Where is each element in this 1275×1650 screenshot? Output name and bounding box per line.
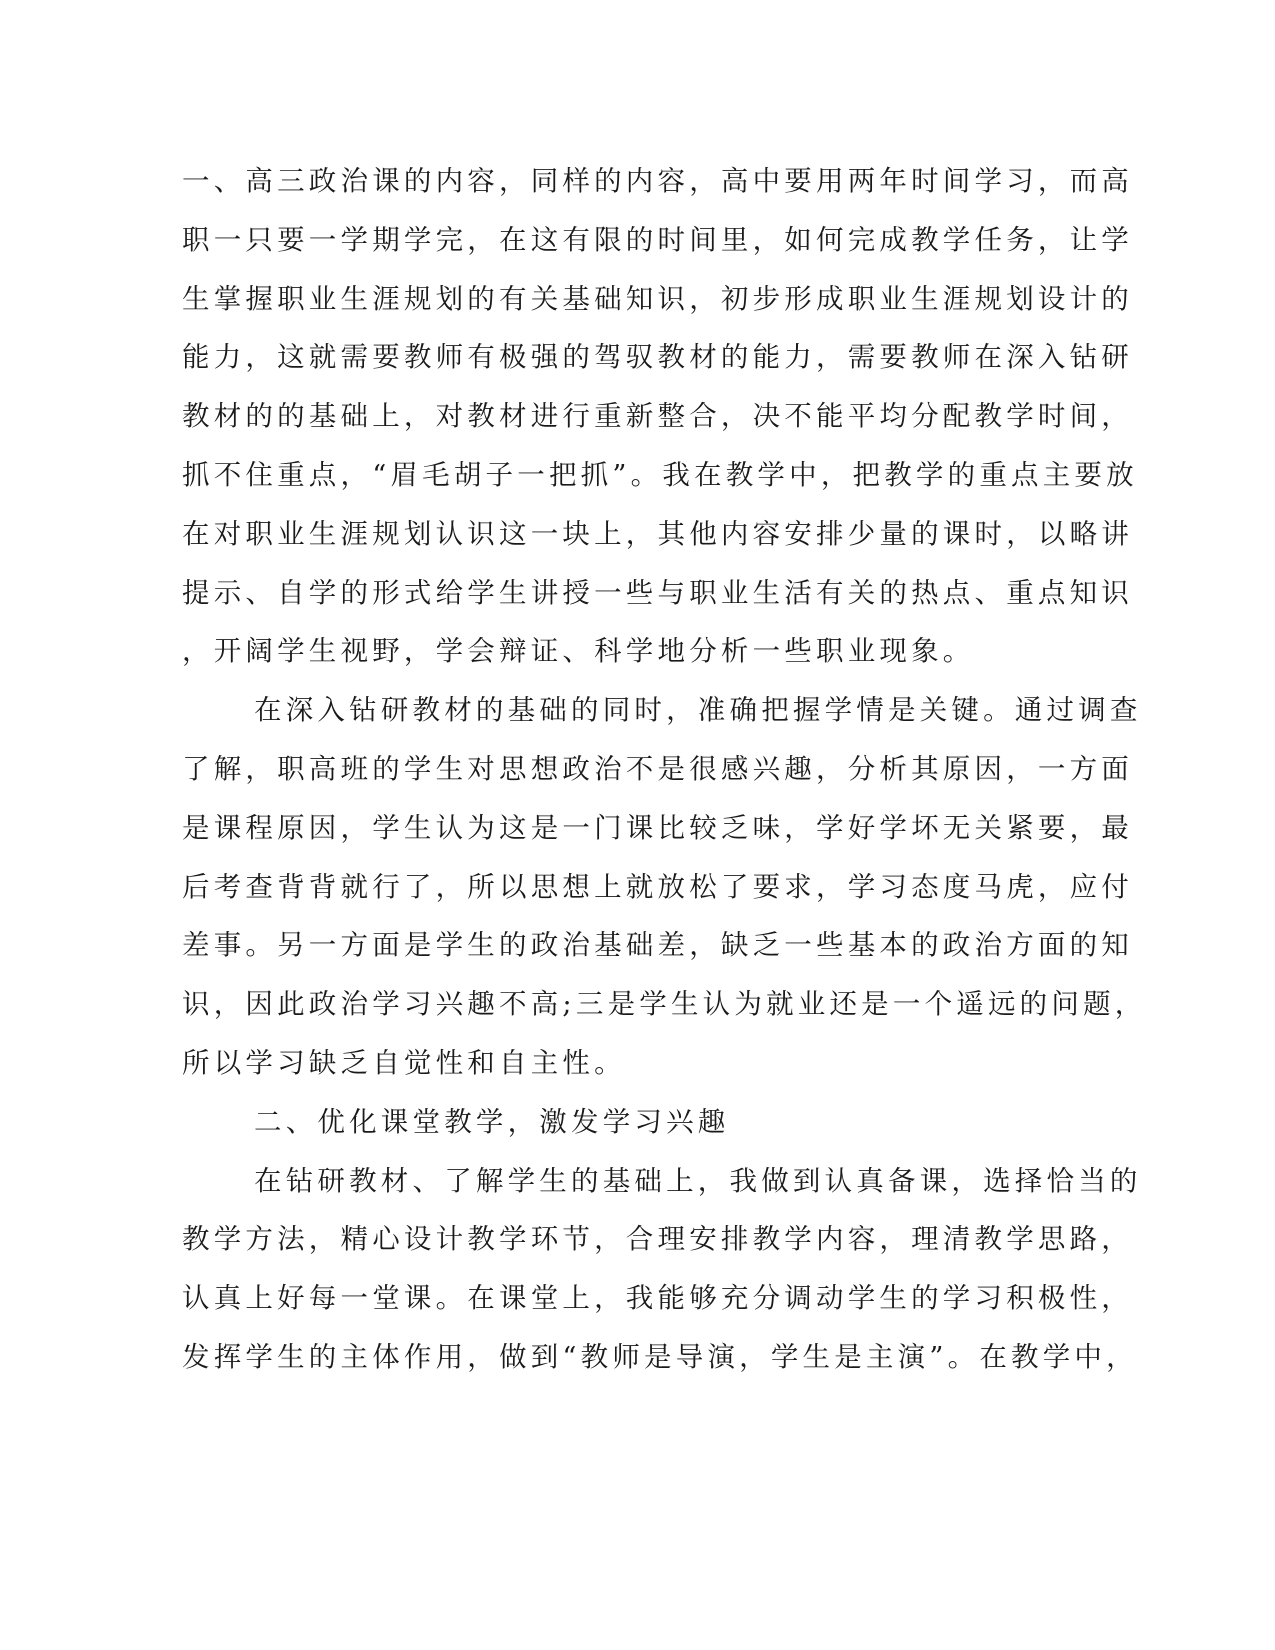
- text-line: 在深入钻研教材的基础的同时，准确把握学情是关键。通过调查: [254, 694, 1142, 727]
- paragraph-4: [182, 1152, 1142, 1387]
- text-line: 在钻研教材、了解学生的基础上，我做到认真备课，选择恰当的: [254, 1164, 1142, 1197]
- text-line: 识，因此政治学习兴趣不高;三是学生认为就业还是一个遥远的问题，: [182, 988, 1147, 1021]
- text-line: 教材的的基础上，对教材进行重新整合，决不能平均分配教学时间，: [182, 400, 1133, 433]
- text-line: 教学方法，精心设计教学环节，合理安排教学内容，理清教学思路，: [182, 1223, 1133, 1256]
- heading-line: 二、优化课堂教学，激发学习兴趣: [254, 1105, 730, 1138]
- text-line: 生掌握职业生涯规划的有关基础知识，初步形成职业生涯规划设计的: [182, 282, 1133, 315]
- text-line: 在对职业生涯规划认识这一块上，其他内容安排少量的课时，以略讲: [182, 517, 1133, 550]
- text-line: 能力，这就需要教师有极强的驾驭教材的能力，需要教师在深入钻研: [182, 341, 1133, 374]
- text-line: 发挥学生的主体作用，做到“教师是导演，学生是主演”。在教学中，: [182, 1340, 1138, 1373]
- paragraph-1: [182, 152, 1138, 681]
- text-line: 是课程原因，学生认为这是一门课比较乏味，学好学坏无关紧要，最: [182, 811, 1133, 844]
- text-line: 了解，职高班的学生对思想政治不是很感兴趣，分析其原因，一方面: [182, 752, 1133, 785]
- section-heading: [182, 1093, 1042, 1152]
- text-line: 抓不住重点，“眉毛胡子一把抓”。我在教学中，把教学的重点主要放: [182, 458, 1138, 491]
- text-line: 所以学习缺乏自觉性和自主性。: [182, 1046, 626, 1079]
- paragraph-2: [182, 681, 1147, 1093]
- document-body: [182, 152, 1147, 1387]
- text-line: 职一只要一学期学完，在这有限的时间里，如何完成教学任务，让学: [182, 223, 1133, 256]
- text-line: 一、高三政治课的内容，同样的内容，高中要用两年时间学习，而高: [182, 165, 1133, 197]
- text-line: 认真上好每一堂课。在课堂上，我能够充分调动学生的学习积极性，: [182, 1282, 1133, 1315]
- text-line: ，开阔学生视野，学会辩证、科学地分析一些职业现象。: [182, 635, 975, 668]
- text-line: 后考查背背就行了，所以思想上就放松了要求，学习态度马虎，应付: [182, 870, 1133, 903]
- text-line: 差事。另一方面是学生的政治基础差，缺乏一些基本的政治方面的知: [182, 929, 1133, 962]
- text-line: 提示、自学的形式给学生讲授一些与职业生活有关的热点、重点知识: [182, 576, 1133, 609]
